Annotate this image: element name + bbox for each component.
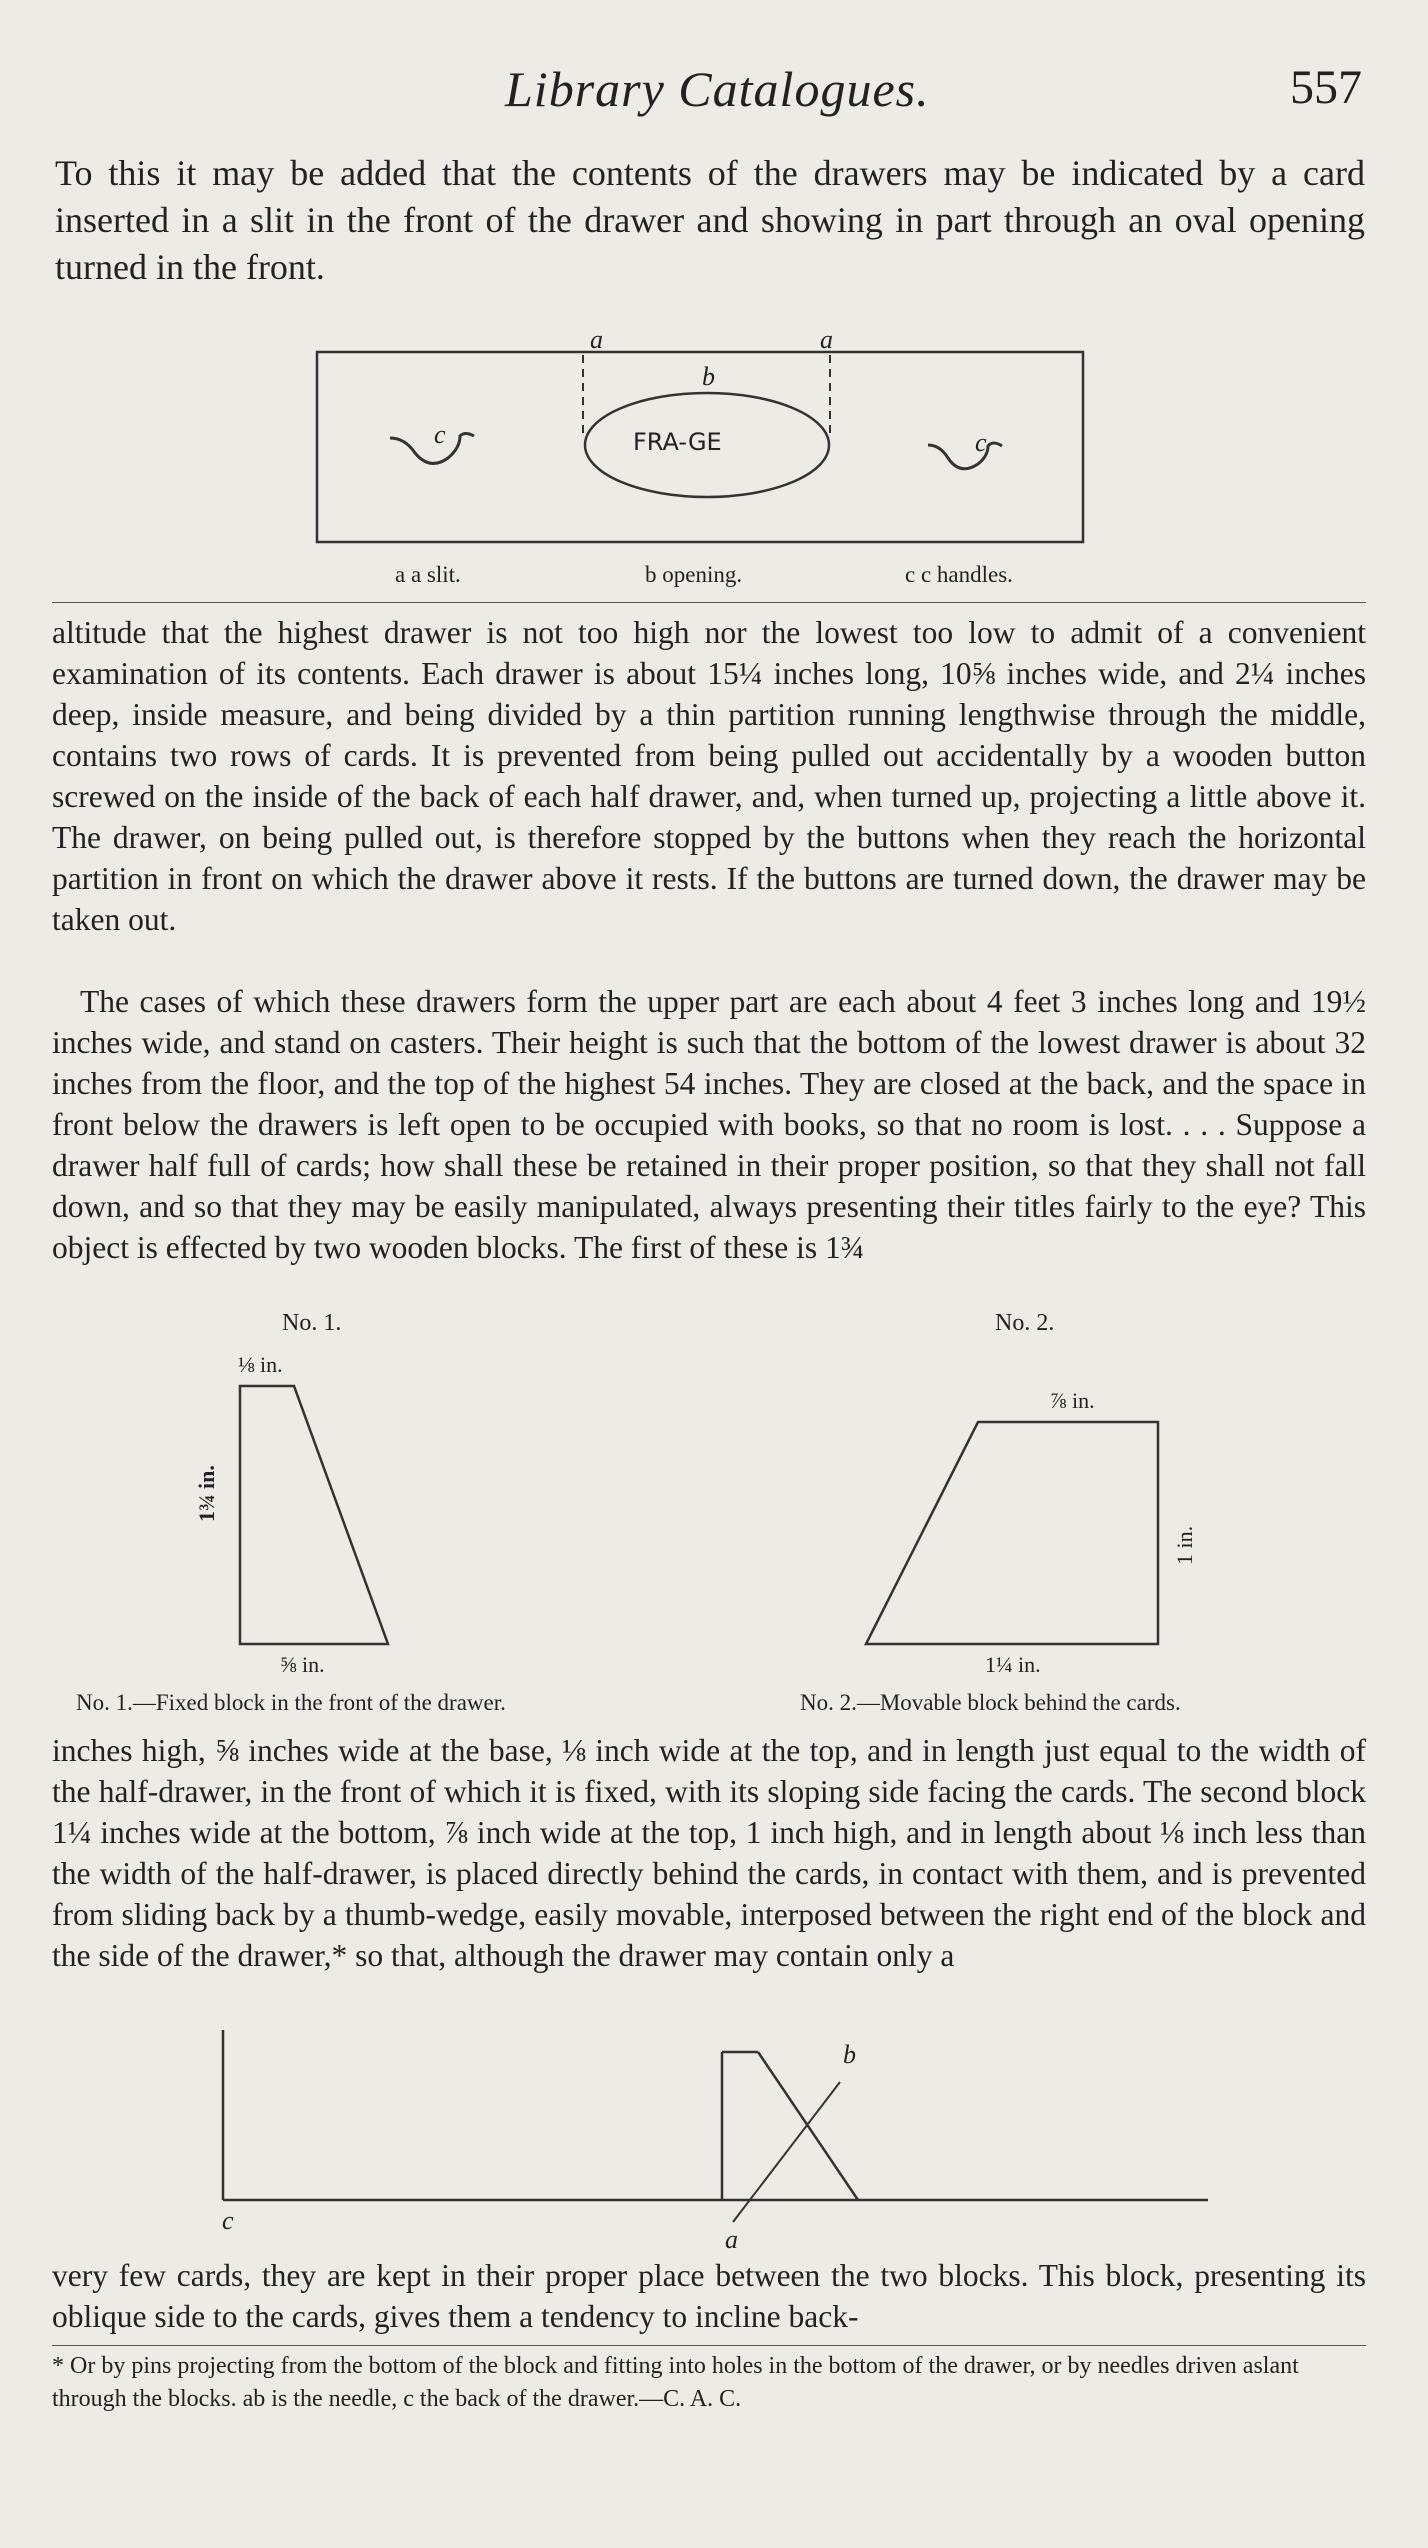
- block-no1-shape: [240, 1386, 388, 1644]
- drawer-label-a-right: a: [820, 325, 833, 354]
- block-no2-caption: No. 2.—Movable block behind the cards.: [800, 1690, 1181, 1715]
- footnote-rule: [52, 2345, 1366, 2346]
- block-no1-title: No. 1.: [282, 1310, 342, 1336]
- block-no1-height: 1¾ in.: [194, 1465, 219, 1522]
- handle-left: [390, 434, 474, 464]
- wedge-label-a: a: [725, 2225, 738, 2254]
- block-no2-top-width: ⅞ in.: [1050, 1388, 1095, 1413]
- page-header: [0, 60, 1428, 120]
- drawer-label-c-right: c: [975, 428, 987, 457]
- block-no1-caption: No. 1.—Fixed block in the front of the drawer.: [76, 1690, 506, 1715]
- paragraph-blocks: inches high, ⅝ inches wide at the base, ⅛ inch wide at the top, and in length just equal to the width of the half-drawer, in the front of which it is fixed, with its sloping side facing the cards. The second block 1¼ inches wide at the bottom, ⅞ inch wide at the top, 1 inch high, and in length about ⅛ inch less than the width of the half-drawer, is placed directly behind the cards, in contact with them, and is prevented from sliding back by a thumb-wedge, easily movable, interposed between the right end of the block and the side of the drawer,* so that, although the drawer may contain only a: [52, 1733, 1366, 1973]
- block-no1-base-width: ⅝ in.: [280, 1652, 325, 1677]
- block-no2-base-width: 1¼ in.: [985, 1652, 1041, 1677]
- drawer-label-a-left: a: [590, 325, 603, 354]
- page-number: 557: [1290, 61, 1362, 114]
- wedge-label-c: c: [222, 2206, 234, 2235]
- wedge-label-b: b: [843, 2040, 856, 2069]
- paragraph-closing: very few cards, they are kept in their proper place between the two blocks. This block, presenting its oblique side to the cards, gives them a tendency to incline back-: [52, 2258, 1366, 2334]
- intro-paragraph: To this it may be added that the contents of the drawers may be indicated by a card inserted in a slit in the front of the drawer and showing in part through an oval opening turned in the front.: [55, 153, 1365, 287]
- block-no2-height: 1 in.: [1172, 1525, 1197, 1565]
- block-no2-title: No. 2.: [995, 1310, 1055, 1336]
- wedge-figure: [0, 2030, 1428, 2270]
- drawer-label-c-left: c: [434, 420, 446, 449]
- paragraph-cases: The cases of which these drawers form the upper part are each about 4 feet 3 inches long and 19½ inches wide, and stand on casters. Their height is such that the bottom of the lowest drawer is about 32 inches from the floor, and the top of the highest 54 inches. They are closed at the back, and the space in front below the drawers is left open to be occupied with books, so that no room is lost. . . . Suppose a drawer half full of cards; how shall these be retained in their proper position, so that they shall not fall down, and so that they may be easily manipulated, always presenting their titles fairly to the eye? This object is effected by two wooden blocks. The first of these is 1¾: [52, 984, 1366, 1265]
- legend-handles: c c handles.: [905, 562, 1013, 587]
- oval-card-text: FRA-GE: [633, 428, 722, 456]
- handle-right: [928, 443, 1002, 469]
- drawer-label-b: b: [702, 362, 715, 391]
- section-rule: [52, 602, 1366, 603]
- block-no2-shape: [866, 1422, 1158, 1644]
- running-title: Library Catalogues.: [505, 61, 930, 117]
- block-slope: [758, 2052, 858, 2200]
- legend-slit: a a slit.: [395, 562, 461, 587]
- footnote: * Or by pins projecting from the bottom of the block and fitting into holes in the bottom of the drawer, or by needles driven aslant through the blocks. ab is the needle, c the back of the drawer.—C. A. C.: [52, 2353, 1299, 2412]
- legend-opening: b opening.: [645, 562, 743, 587]
- block-no1-top-width: ⅛ in.: [238, 1352, 283, 1377]
- paragraph-drawer-dimensions: altitude that the highest drawer is not too high nor the lowest too low to admit of a convenient examination of its contents. Each drawer is about 15¼ inches long, 10⅝ inches wide, and 2¼ inches deep, inside measure, and being divided by a thin partition running lengthwise through the middle, contains two rows of cards. It is prevented from being pulled out accidentally by a wooden button screwed on the inside of the back of each half drawer, and, when turned up, projecting a little above it. The drawer, on being pulled out, is therefore stopped by the buttons when they reach the horizontal partition in front on which the drawer above it rests. If the buttons are turned down, the drawer may be taken out.: [52, 615, 1366, 937]
